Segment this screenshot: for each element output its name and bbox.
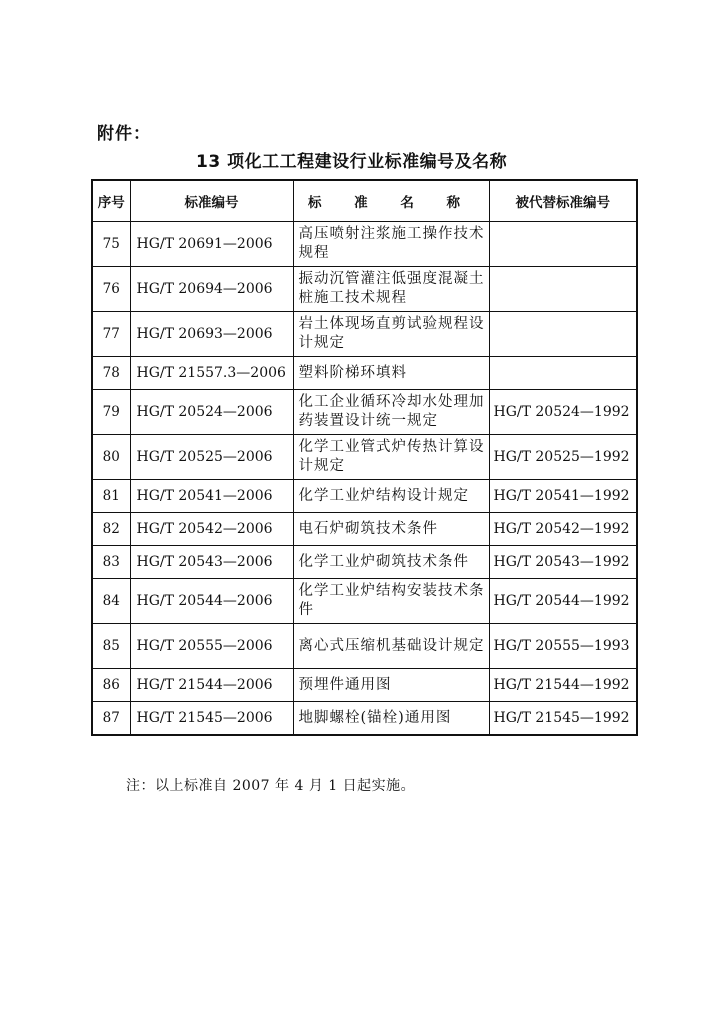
attachment-label: 附件： [97, 124, 151, 144]
header-replaced: 被代替标准编号 [489, 180, 637, 222]
row-replaced: HG/T 20543—1992 [489, 546, 637, 579]
row-code: HG/T 21545—2006 [130, 702, 293, 736]
header-name: 标 准 名 称 [293, 180, 489, 222]
row-name: 离心式压缩机基础设计规定 [293, 624, 489, 669]
table-row [92, 312, 637, 357]
footnote: 注：以上标准自 2007 年 4 月 1 日起实施。 [126, 778, 416, 794]
table-row [92, 624, 637, 669]
row-no: 86 [92, 669, 130, 702]
row-name: 化学工业炉砌筑技术条件 [293, 546, 489, 579]
table-row [92, 513, 637, 546]
standards-table [91, 179, 638, 736]
row-code: HG/T 21557.3—2006 [130, 357, 293, 390]
row-no: 84 [92, 579, 130, 624]
row-code: HG/T 20543—2006 [130, 546, 293, 579]
table-row [92, 579, 637, 624]
table-row [92, 480, 637, 513]
row-name: 地脚螺栓(锚栓)通用图 [293, 702, 489, 736]
row-no: 78 [92, 357, 130, 390]
row-replaced: HG/T 21544—1992 [489, 669, 637, 702]
row-replaced: HG/T 20542—1992 [489, 513, 637, 546]
table-row [92, 702, 637, 736]
row-no: 87 [92, 702, 130, 736]
table-row [92, 267, 637, 312]
table-row [92, 357, 637, 390]
row-replaced: HG/T 20541—1992 [489, 480, 637, 513]
row-replaced [489, 267, 637, 312]
row-code: HG/T 20691—2006 [130, 222, 293, 267]
row-name: 塑料阶梯环填料 [293, 357, 489, 390]
row-name: 化工企业循环冷却水处理加药装置设计统一规定 [293, 390, 489, 435]
row-code: HG/T 20694—2006 [130, 267, 293, 312]
header-code: 标准编号 [130, 180, 293, 222]
row-name: 预埋件通用图 [293, 669, 489, 702]
table-row [92, 546, 637, 579]
row-code: HG/T 20525—2006 [130, 435, 293, 480]
row-no: 79 [92, 390, 130, 435]
row-name: 岩土体现场直剪试验规程设计规定 [293, 312, 489, 357]
row-no: 75 [92, 222, 130, 267]
row-code: HG/T 20544—2006 [130, 579, 293, 624]
row-code: HG/T 20542—2006 [130, 513, 293, 546]
row-replaced [489, 312, 637, 357]
row-name: 化学工业管式炉传热计算设计规定 [293, 435, 489, 480]
table-header-row [92, 180, 637, 222]
row-name: 振动沉管灌注低强度混凝土桩施工技术规程 [293, 267, 489, 312]
header-no: 序号 [92, 180, 130, 222]
row-replaced: HG/T 20524—1992 [489, 390, 637, 435]
row-replaced: HG/T 21545—1992 [489, 702, 637, 736]
row-replaced: HG/T 20544—1992 [489, 579, 637, 624]
row-replaced [489, 357, 637, 390]
row-replaced [489, 222, 637, 267]
table-row [92, 669, 637, 702]
row-code: HG/T 20541—2006 [130, 480, 293, 513]
row-no: 82 [92, 513, 130, 546]
row-name: 化学工业炉结构安装技术条件 [293, 579, 489, 624]
table-row [92, 390, 637, 435]
row-no: 81 [92, 480, 130, 513]
row-no: 77 [92, 312, 130, 357]
page-title: 13 项化工工程建设行业标准编号及名称 [196, 152, 508, 172]
row-replaced: HG/T 20525—1992 [489, 435, 637, 480]
row-no: 80 [92, 435, 130, 480]
row-code: HG/T 20524—2006 [130, 390, 293, 435]
row-name: 高压喷射注浆施工操作技术规程 [293, 222, 489, 267]
row-replaced: HG/T 20555—1993 [489, 624, 637, 669]
row-code: HG/T 20555—2006 [130, 624, 293, 669]
row-code: HG/T 20693—2006 [130, 312, 293, 357]
row-name: 电石炉砌筑技术条件 [293, 513, 489, 546]
row-no: 83 [92, 546, 130, 579]
table-row [92, 222, 637, 267]
row-name: 化学工业炉结构设计规定 [293, 480, 489, 513]
row-no: 85 [92, 624, 130, 669]
row-code: HG/T 21544—2006 [130, 669, 293, 702]
row-no: 76 [92, 267, 130, 312]
table-row [92, 435, 637, 480]
